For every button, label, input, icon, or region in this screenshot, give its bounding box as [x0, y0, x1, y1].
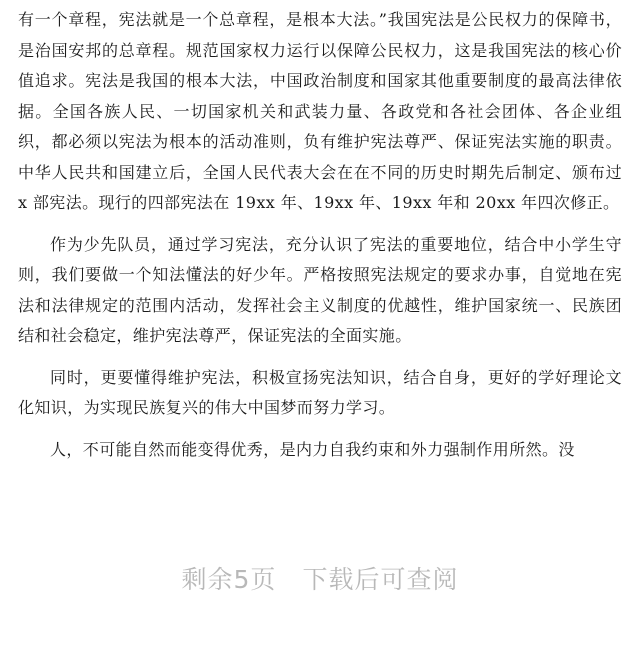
paragraph-4: 人，不可能自然而能变得优秀，是内力自我约束和外力强制作用所然。没	[50, 439, 575, 459]
remaining-pages-text: 剩余5页	[181, 565, 277, 594]
document-body	[18, 0, 622, 465]
paragraph-1: 有一个章程，宪法就是一个总章程，是根本大法。”我国宪法是公民权力的保障书，是治国安邦的总章程。规范国家权力运行以保障公民权力，这是我国宪法的核心价值追求。宪法是我国的根本大法，中国政治制度和国家其他重要制度的最高法律依据。全国各族人民、一切国家机关和武装力量、各政党和各社会团体、各企业组织，都必须以宪法为根本的活动准则，负有维护宪法尊严、保证宪法实施的职责。中华人民共和国建立后，全国人民代表大会在在不同的历史时期先后制定、颁布过 x 部宪法。现行的四部宪法在 19xx 年、19xx 年、19xx 年和 20xx 年四次修正。	[18, 10, 622, 212]
paragraph-3: 同时，更要懂得维护宪法，积极宣扬宪法知识，结合自身，更好的学好理论文化知识，为实现民族复兴的伟大中国梦而努力学习。	[18, 367, 622, 417]
paragraph-2: 作为少先队员，通过学习宪法，充分认识了宪法的重要地位，结合中小学生守则，我们要做一个知法懂法的好少年。严格按照宪法规定的要求办事，自觉地在宪法和法律规定的范围内活动，发挥社会主义制度的优越性，维护国家统一、民族团结和社会稳定，维护宪法尊严，保证宪法的全面实施。	[18, 234, 622, 345]
download-prompt-text: 下载后可查阅	[302, 565, 459, 594]
remaining-pages-banner[interactable]	[0, 560, 640, 596]
